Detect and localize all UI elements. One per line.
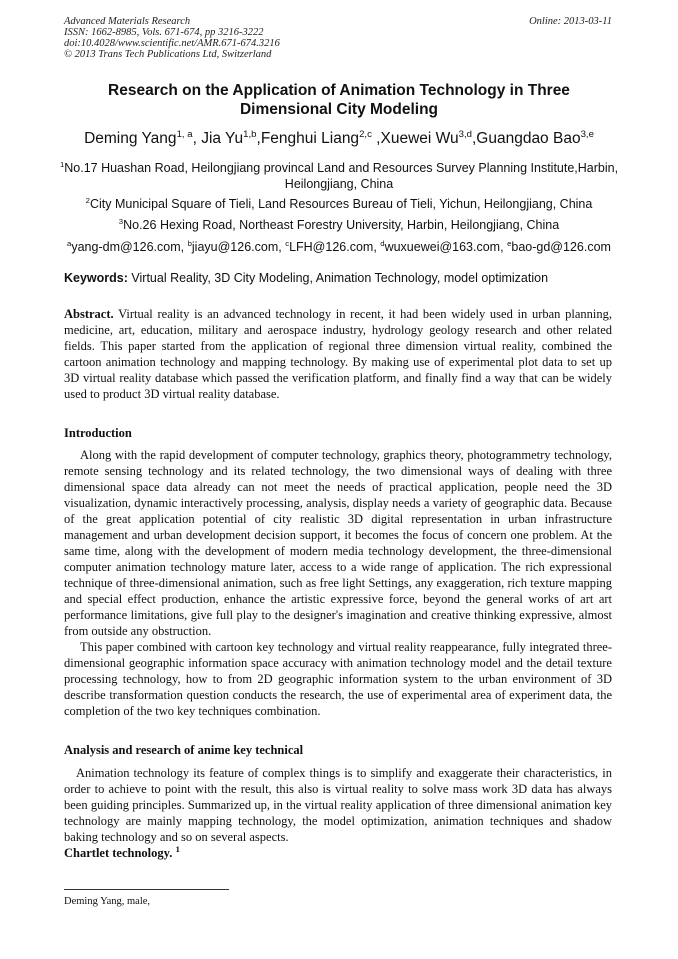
online-date: Online: 2013-03-11 xyxy=(529,16,612,27)
affiliation-text: No.26 Hexing Road, Northeast Forestry University, Harbin, Heilongjiang, China xyxy=(123,218,560,233)
author-name: Jia Yu xyxy=(201,130,244,148)
email-list: $^a$yang-dm@126.com, $^b$jiayu@126.com, $^c$LFH@126.com, $^d$wuxuewei@163.com, $^e$bao-gd@126.com xyxy=(67,239,611,255)
section-heading-introduction: Introduction xyxy=(64,426,132,440)
journal-copyright: © 2013 Trans Tech Publications Ltd, Switzerland xyxy=(64,49,272,60)
affiliation xyxy=(40,157,638,192)
introduction-body xyxy=(64,447,612,719)
journal-header xyxy=(64,16,612,60)
paragraph: This paper combined with cartoon key technology and virtual reality reappearance, fully integrated three-dimensional geographic information space accuracy with animation technology model and the detail texture processing technology, how to from 2D geographic information system to the urban environment of 3D describe transformation question conducts the research, the use of experimental area of experiment data, the completion of the two key techniques combination. xyxy=(64,640,612,718)
email-mark: d xyxy=(380,239,385,248)
author-affil-mark: 1,b xyxy=(243,129,257,140)
paragraph: Along with the rapid development of computer technology, graphics theory, photogrammetry technology, remote sensing technology and its related technology, the two dimensional ways of dealing with three dimensional space data already can not meet the needs of practical application, people need the 3D visualization, dynamic interactively processing, analysis, display needs a variety of geographic data. Because of the great application potential of city realistic 3D digital representation in urban infrastructure management and urban development decision support, it becomes the focus of concern one problem. At the same time, along with the development of modern media technology development, the three-dimensional computer animation technology mature later, access to a wide range of application. The rich expressional technique of three-dimensional animation, such as free light Settings, any exaggeration, rich texture mapping and special effect production, enhance the artistic expressive force, beyond the general works of art art performance limitations, give full play to the designer's imagination and creative thinking expressive, almost from outside any obstruction. xyxy=(64,448,612,638)
email-address: bao-gd@126.com xyxy=(511,240,611,255)
analysis-body xyxy=(64,765,612,845)
abstract-label: Abstract. xyxy=(64,307,114,321)
abstract xyxy=(64,306,612,402)
keywords-line xyxy=(64,271,618,285)
section-heading-analysis: Analysis and research of anime key technical xyxy=(64,743,304,757)
footnote: Deming Yang, male, xyxy=(64,896,151,907)
email-mark: e xyxy=(507,239,512,248)
email-address: jiayu@126.com xyxy=(191,240,279,255)
keywords-label: Keywords: xyxy=(64,271,128,285)
affiliation xyxy=(40,193,638,212)
affiliation-mark: 1 xyxy=(59,160,65,169)
email-address: yang-dm@126.com xyxy=(71,240,181,255)
email-address: wuxuewei@163.com xyxy=(384,240,501,255)
footnote-divider xyxy=(64,889,229,890)
author-affil-mark: 1, a xyxy=(176,129,193,140)
journal-doi: doi:10.4028/www.scientific.net/AMR.671-674.3216 xyxy=(64,38,280,49)
keywords-text: Virtual Reality, 3D City Modeling, Animation Technology, model optimization xyxy=(131,271,549,285)
author-affil-mark: 3,d xyxy=(458,129,472,140)
author-name: Deming Yang xyxy=(84,130,177,148)
affiliation-text: City Municipal Square of Tieli, Land Resources Bureau of Tieli, Yichun, Heilongjiang, China xyxy=(89,197,593,212)
subsection-heading-chartlet xyxy=(64,844,180,861)
footnote-mark: 1 xyxy=(175,844,180,854)
email-mark: b xyxy=(187,239,192,248)
paper-title: Research on the Application of Animation Technology in Three Dimensional City Modeling xyxy=(108,82,570,118)
email-mark: c xyxy=(285,239,290,248)
paragraph: Animation technology its feature of complex things is to simplify and exaggerate their characteristics, in order to achieve to point with the result, this also is virtual reality to solve mass work 3D data has always been guiding principles. Summarized up, in the virtual reality application of three dimensional animation key technology are mainly mapping technology, the model optimization, animation techniques and shadow baking technology and so on several aspects. xyxy=(64,766,612,844)
journal-name: Advanced Materials Research xyxy=(64,16,191,27)
affiliation-mark: 2 xyxy=(85,196,90,205)
affiliation xyxy=(40,214,638,233)
author-name: Fenghui Liang xyxy=(260,130,360,148)
author-name: Guangdao Bao xyxy=(476,130,581,148)
author-affil-mark: 2,c xyxy=(359,129,372,140)
abstract-text: Virtual reality is an advanced technology in recent, it had been widely used in urban planning, medicine, art, education, military and aerospace industry, hydrology geology research and other related fields. This paper started from the application of regional three dimension virtual reality, combined the cartoon animation technology and mapping technology. By making use of experimental plot data to set up 3D virtual reality database which passed the verification platform, and finally find a way that can be widely used to product 3D virtual reality database. xyxy=(64,307,612,401)
journal-issn: ISSN: 1662-8985, Vols. 671-674, pp 3216-3222 xyxy=(64,27,264,38)
email-address: LFH@126.com xyxy=(289,240,374,255)
affiliation-text: No.17 Huashan Road, Heilongjiang provincal Land and Resources Survey Planning Institute,Harbin, Heilongjiang, China xyxy=(64,161,619,192)
email-mark: a xyxy=(67,239,72,248)
author-list: Deming Yang$^{1, a}$, Jia Yu$^{1,b}$,Fenghui Liang$^{2,c}$ ,Xuewei Wu$^{3,d}$,Guangdao Bao$^{3,e}$ xyxy=(84,129,594,148)
author-affil-mark: 3,e xyxy=(580,129,594,140)
author-name: Xuewei Wu xyxy=(380,130,459,148)
subsection-title: Chartlet technology. xyxy=(64,846,173,861)
affiliation-mark: 3 xyxy=(118,217,124,226)
